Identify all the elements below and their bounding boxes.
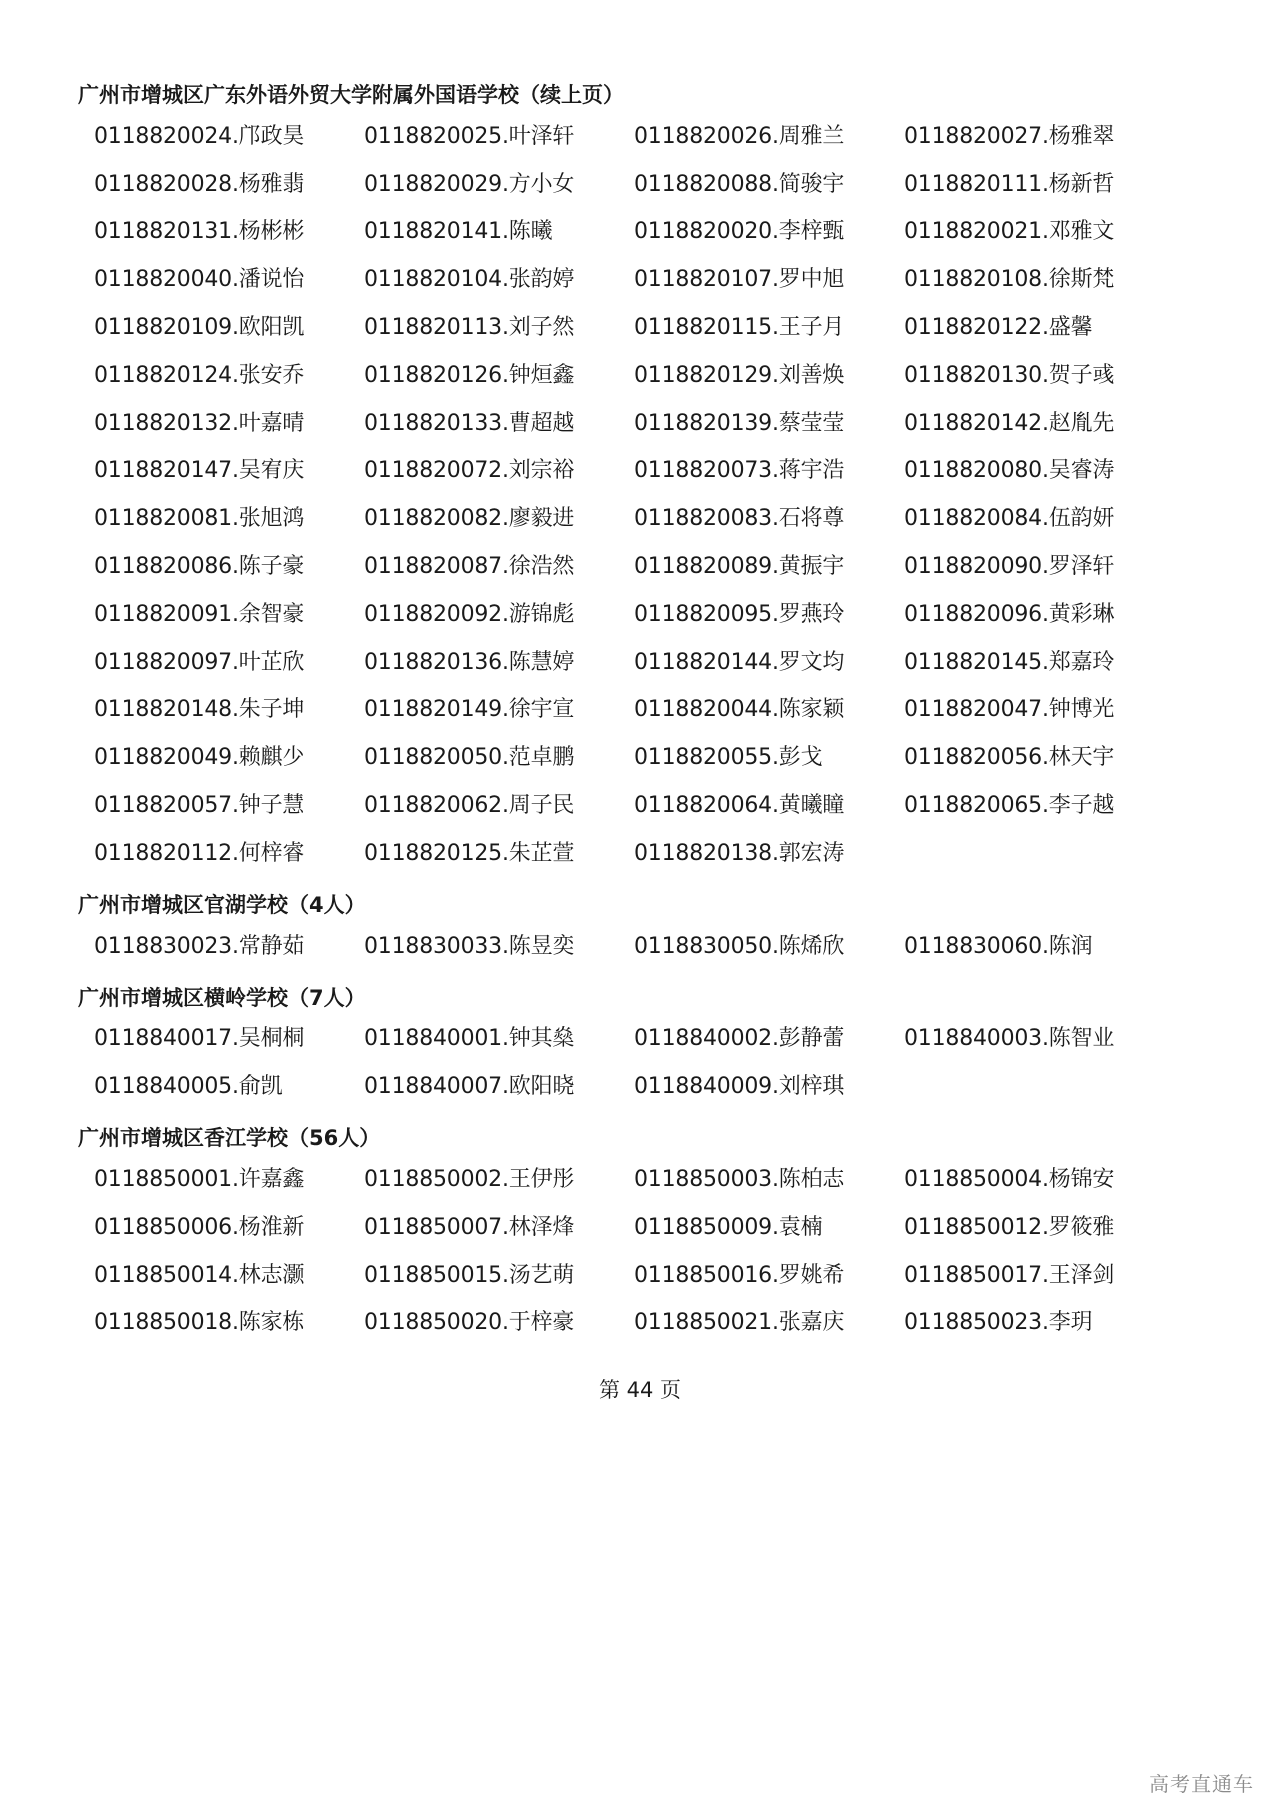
- section-title: 广州市增城区广东外语外贸大学附属外国语学校（续上页）: [78, 83, 624, 107]
- student-entry: 0118820113.刘子然: [364, 315, 575, 341]
- student-entry: 0118820027.杨雅翠: [904, 123, 1115, 149]
- student-entry: 0118820107.罗中旭: [634, 267, 845, 293]
- student-entry: 0118820148.朱子坤: [94, 697, 305, 723]
- student-entry: 0118820026.周雅兰: [634, 123, 845, 149]
- student-entry: 0118850004.杨锦安: [904, 1167, 1115, 1193]
- student-grid: [78, 923, 1138, 971]
- student-entry: 0118820115.王子月: [634, 315, 845, 341]
- student-entry: 0118820095.罗燕玲: [634, 601, 845, 627]
- student-entry: 0118820083.石将尊: [634, 506, 845, 532]
- student-entry: 0118820145.郑嘉玲: [904, 649, 1115, 675]
- page-number: 第 44 页: [598, 1378, 682, 1402]
- student-entry: 0118830033.陈昱奕: [364, 933, 575, 959]
- student-entry: 0118820130.贺子彧: [904, 362, 1115, 388]
- student-entry: 0118820073.蒋宇浩: [634, 458, 845, 484]
- student-entry: 0118850003.陈柏志: [634, 1167, 845, 1193]
- student-entry: 0118820141.陈曦: [364, 219, 553, 245]
- student-entry: 0118820096.黄彩琳: [904, 601, 1115, 627]
- admission-list: [78, 80, 1138, 1359]
- student-entry: 0118820136.陈慧婷: [364, 649, 575, 675]
- student-entry: 0118820131.杨彬彬: [94, 219, 305, 245]
- student-entry: 0118820084.伍韵妍: [904, 506, 1115, 532]
- student-entry: 0118830060.陈润: [904, 933, 1093, 959]
- student-entry: 0118820144.罗文均: [634, 649, 845, 675]
- student-entry: 0118850002.王伊彤: [364, 1167, 575, 1193]
- student-entry: 0118820109.欧阳凯: [94, 315, 305, 341]
- student-entry: 0118820149.徐宇宣: [364, 697, 575, 723]
- student-entry: 0118820082.廖毅进: [364, 506, 575, 532]
- student-entry: 0118820040.潘说怡: [94, 267, 305, 293]
- student-entry: 0118830050.陈烯欣: [634, 933, 845, 959]
- student-entry: 0118850015.汤艺萌: [364, 1262, 575, 1288]
- student-entry: 0118820138.郭宏涛: [634, 840, 845, 866]
- student-entry: 0118820111.杨新哲: [904, 171, 1115, 197]
- section-title: 广州市增城区香江学校（56人）: [78, 1126, 381, 1151]
- student-entry: 0118850007.林泽烽: [364, 1214, 575, 1240]
- student-entry: 0118820122.盛馨: [904, 315, 1093, 341]
- student-entry: 0118840002.彭静蕾: [634, 1026, 845, 1052]
- student-grid: [78, 1156, 1138, 1347]
- watermark-text: 高考直通车: [1149, 1772, 1254, 1796]
- student-entry: 0118850023.李玥: [904, 1310, 1093, 1336]
- student-entry: 0118820124.张安乔: [94, 362, 305, 388]
- student-entry: 0118840007.欧阳晓: [364, 1074, 575, 1100]
- section-title: 广州市增城区横岭学校（7人）: [78, 985, 366, 1010]
- student-entry: 0118840017.吴桐桐: [94, 1026, 305, 1052]
- student-entry: 0118820050.范卓鹏: [364, 745, 575, 771]
- student-entry: 0118850001.许嘉鑫: [94, 1167, 305, 1193]
- student-entry: 0118820029.方小女: [364, 171, 575, 197]
- student-entry: 0118820126.钟烜鑫: [364, 362, 575, 388]
- student-entry: 0118840005.俞凯: [94, 1074, 283, 1100]
- student-grid: [78, 113, 1138, 878]
- student-entry: 0118820056.林天宇: [904, 745, 1115, 771]
- student-entry: 0118820021.邓雅文: [904, 219, 1115, 245]
- student-entry: 0118820139.蔡莹莹: [634, 410, 845, 436]
- student-entry: 0118820047.钟博光: [904, 697, 1115, 723]
- student-entry: 0118850020.于梓豪: [364, 1310, 575, 1336]
- student-entry: 0118820049.赖麒少: [94, 745, 305, 771]
- section-title: 广州市增城区官湖学校（4人）: [78, 892, 366, 917]
- student-entry: 0118820129.刘善焕: [634, 362, 845, 388]
- student-entry: 0118850017.王泽剑: [904, 1262, 1115, 1288]
- student-entry: 0118820062.周子民: [364, 793, 575, 819]
- student-entry: 0118850014.林志灏: [94, 1262, 305, 1288]
- student-entry: 0118820081.张旭鸿: [94, 506, 305, 532]
- student-grid: [78, 1016, 1138, 1112]
- student-entry: 0118850006.杨淮新: [94, 1214, 305, 1240]
- student-entry: 0118820024.邝政昊: [94, 123, 305, 149]
- student-entry: 0118840009.刘梓琪: [634, 1074, 845, 1100]
- student-entry: 0118820091.余智豪: [94, 601, 305, 627]
- student-entry: 0118820025.叶泽轩: [364, 123, 575, 149]
- student-entry: 0118820147.吴宥庆: [94, 458, 305, 484]
- student-entry: 0118820065.李子越: [904, 793, 1115, 819]
- student-entry: 0118820142.赵胤先: [904, 410, 1115, 436]
- student-entry: 0118820072.刘宗裕: [364, 458, 575, 484]
- student-entry: 0118820133.曹超越: [364, 410, 575, 436]
- student-entry: 0118820112.何梓睿: [94, 840, 305, 866]
- student-entry: 0118820044.陈家颖: [634, 697, 845, 723]
- student-entry: 0118820087.徐浩然: [364, 554, 575, 580]
- student-entry: 0118820108.徐斯梵: [904, 267, 1115, 293]
- student-entry: 0118850009.袁楠: [634, 1214, 823, 1240]
- student-entry: 0118820055.彭戈: [634, 745, 823, 771]
- student-entry: 0118850016.罗姚希: [634, 1262, 845, 1288]
- student-entry: 0118820086.陈子豪: [94, 554, 305, 580]
- student-entry: 0118820020.李梓甄: [634, 219, 845, 245]
- student-entry: 0118820090.罗泽轩: [904, 554, 1115, 580]
- student-entry: 0118820088.简骏宇: [634, 171, 845, 197]
- student-entry: 0118840003.陈智业: [904, 1026, 1115, 1052]
- student-entry: 0118820132.叶嘉晴: [94, 410, 305, 436]
- student-entry: 0118820125.朱芷萱: [364, 840, 575, 866]
- student-entry: 0118820097.叶芷欣: [94, 649, 305, 675]
- student-entry: 0118820089.黄振宇: [634, 554, 845, 580]
- student-entry: 0118820028.杨雅翡: [94, 171, 305, 197]
- student-entry: 0118820057.钟子慧: [94, 793, 305, 819]
- student-entry: 0118830023.常静茹: [94, 933, 305, 959]
- student-entry: 0118820064.黄曦瞳: [634, 793, 845, 819]
- student-entry: 0118850021.张嘉庆: [634, 1310, 845, 1336]
- student-entry: 0118850018.陈家栋: [94, 1310, 305, 1336]
- student-entry: 0118820092.游锦彪: [364, 601, 575, 627]
- student-entry: 0118850012.罗筱雅: [904, 1214, 1115, 1240]
- student-entry: 0118840001.钟其燊: [364, 1026, 575, 1052]
- student-entry: 0118820080.吴睿涛: [904, 458, 1115, 484]
- student-entry: 0118820104.张韵婷: [364, 267, 575, 293]
